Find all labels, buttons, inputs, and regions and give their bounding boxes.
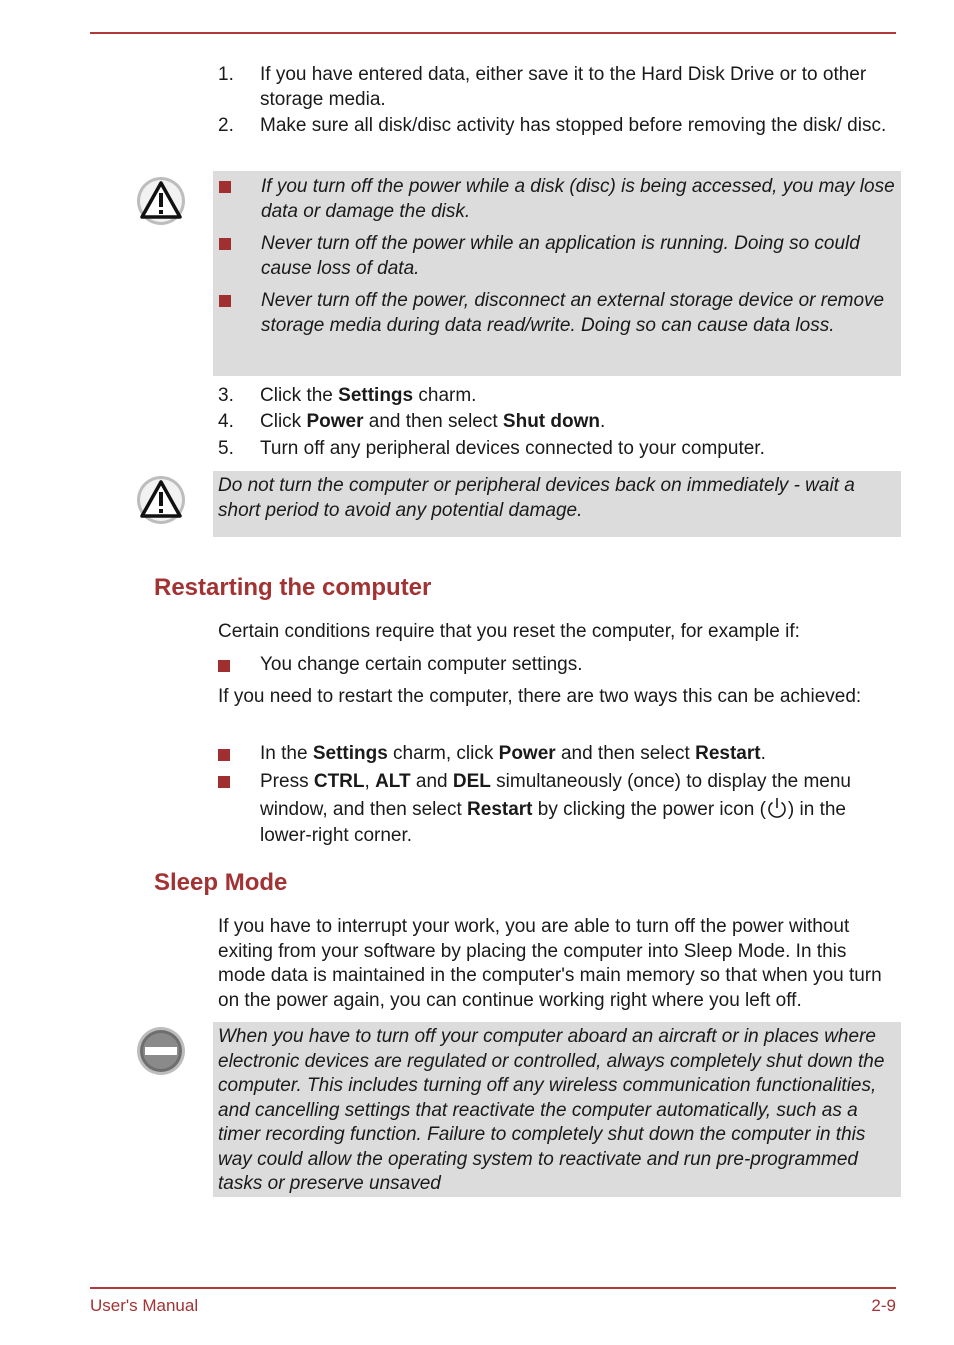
paragraph: Certain conditions require that you reset the computer, for example if: [218,621,800,642]
caution-text: Never turn off the power while an application is running. Doing so could cause loss of data. [261,233,860,279]
bullet-square [218,776,230,788]
bullet-square [218,660,230,672]
bullet-square [218,749,230,761]
paragraph: If you have to interrupt your work, you are able to turn off the power without exiting from your software by placing the computer into Sleep Mode. In this mode data is maintained in the computer's main memory so that when you turn on the power again, you can continue working right where you left off. [218,916,882,1011]
step-text: If you have entered data, either save it to the Hard Disk Drive or to other storage media. [260,64,867,110]
bullet-square [219,181,231,193]
header-rule [90,32,896,34]
step-number: 1. [218,64,234,85]
prohibition-text: When you have to turn off your computer aboard an aircraft or in places where electronic devices are regulated or controlled, always completely shut down the computer. This includes turning off any wireless communication functionalities, and cancelling settings that reactivate the computer automatically, such as a timer recording function. Failure to completely shut down the computer in this way could allow the operating system to reactivate and run pre-programmed tasks or preserve unsaved [218,1026,885,1194]
caution-text: If you turn off the power while a disk (disc) is being accessed, you may lose data or damage the disk. [261,176,895,222]
bullet-text: In the Settings charm, click Power and then select Restart. [260,743,766,764]
caution-item [213,175,901,224]
prohibition-note [213,1022,901,1197]
footer-page-number: 2-9 [871,1296,896,1315]
warning-triangle-icon [136,176,186,226]
section-heading: Sleep Mode [154,869,288,896]
step-number: 2. [218,115,234,136]
bullet-text: You change certain computer settings. [260,654,583,675]
step-number: 5. [218,438,234,459]
step-text: Make sure all disk/disc activity has stopped before removing the disk/ disc. [260,115,887,136]
caution-note [213,471,901,537]
paragraph: If you need to restart the computer, there are two ways this can be achieved: [218,686,862,707]
step-number: 3. [218,385,234,406]
section-heading: Restarting the computer [154,574,432,601]
bullet-square [219,295,231,307]
step-number: 4. [218,411,234,432]
caution-note [213,171,901,376]
bullet-square [219,238,231,250]
footer-rule [90,1287,896,1289]
no-entry-icon [136,1026,186,1076]
caution-text: Never turn off the power, disconnect an external storage device or remove storage media during data read/write. Doing so can cause data loss. [261,290,885,336]
power-icon [766,796,788,820]
step-text: Turn off any peripheral devices connected to your computer. [260,438,765,459]
caution-item [213,289,901,338]
warning-triangle-icon [136,475,186,525]
footer-manual-title: User's Manual [90,1296,199,1315]
bullet-text: Press CTRL, ALT and DEL simultaneously (once) to display the menu window, and then select Restart by clicking the power icon ( ) in the lower-right corner. [260,771,852,846]
step-text: Click Power and then select Shut down. [260,411,606,432]
caution-item [213,232,901,281]
step-text: Click the Settings charm. [260,385,477,406]
caution-text: Do not turn the computer or peripheral devices back on immediately - wait a short period to avoid any potential damage. [218,475,855,521]
